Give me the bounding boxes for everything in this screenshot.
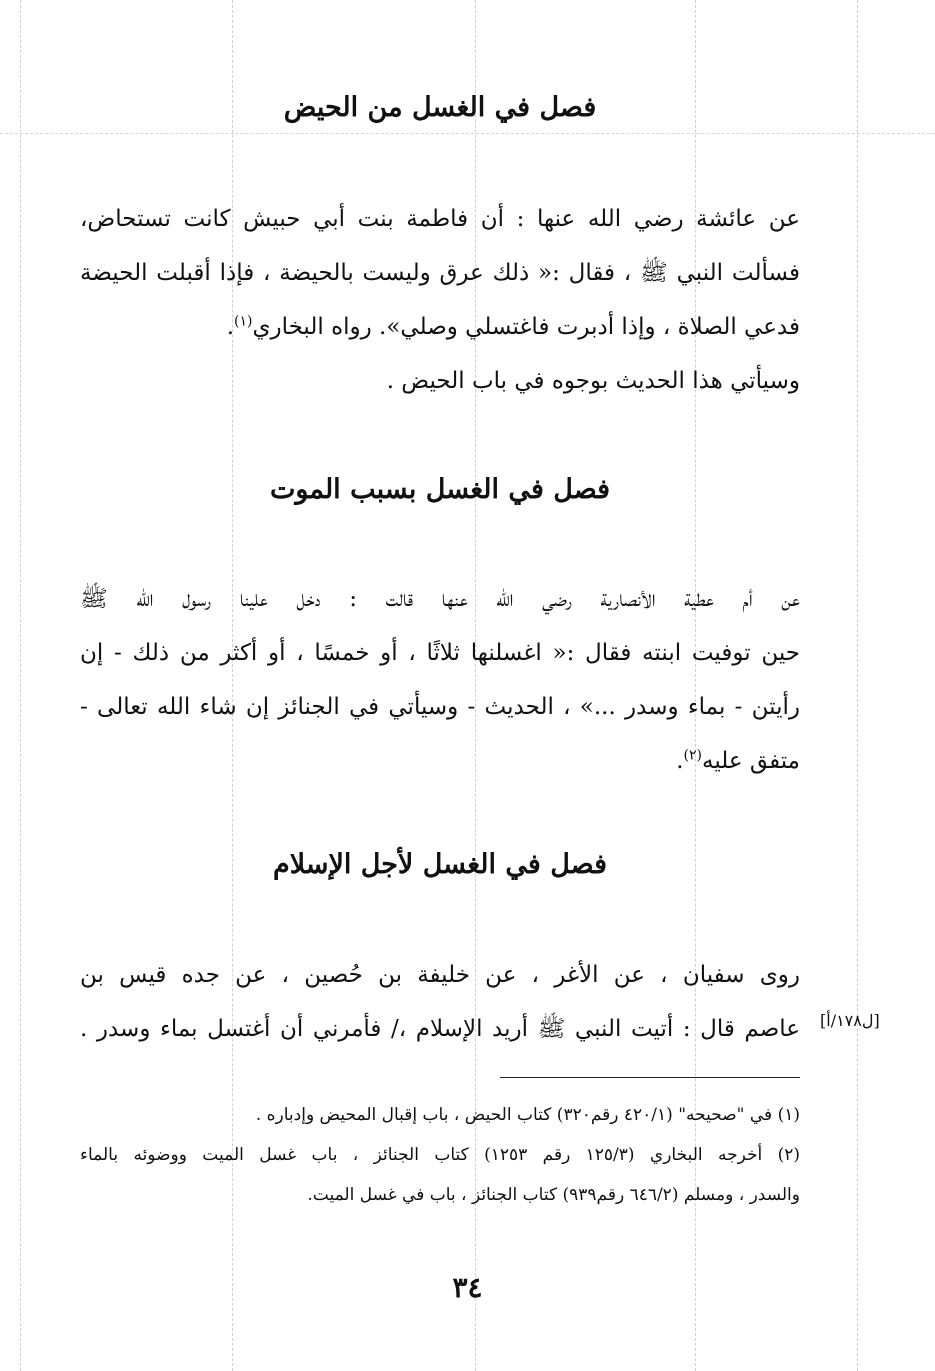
- text-line: رأيتن - بماء وسدر ...» ، الحديث - وسيأتي في الجنائز إن شاء الله تعالى -: [80, 694, 800, 720]
- manuscript-folio-note: [ل١٧٨/أ]: [820, 1011, 880, 1030]
- text-line: عن أم عطية الأنصارية رضي الله عنها قالت : دخل علينا رسول الله ﷺ: [80, 586, 800, 612]
- guide-line: [20, 0, 21, 1371]
- footnotes: [80, 1095, 800, 1215]
- page-number: ٣٤: [452, 1271, 483, 1304]
- text-line: فدعي الصلاة ، وإذا أدبرت فاغتسلي وصلي». رواه البخاري$^{(١)}$.: [226, 313, 800, 340]
- text-line: عن عائشة رضي الله عنها : أن فاطمة بنت أبي حبيش كانت تستحاض،: [80, 206, 800, 232]
- section-heading: فصل في الغسل من الحيض: [283, 92, 597, 123]
- text-line: حين توفيت ابنته فقال :« اغسلنها ثلاثًا ، أو خمسًا ، أو أكثر من ذلك - إن: [80, 640, 800, 666]
- text-line-content: فدعي الصلاة ، وإذا أدبرت فاغتسلي وصلي». رواه البخاري: [252, 314, 800, 340]
- guide-line: [0, 133, 935, 134]
- paragraph: [80, 948, 800, 1056]
- paragraph: [80, 572, 800, 788]
- section-heading: فصل في الغسل بسبب الموت: [269, 474, 611, 505]
- section-heading: فصل في الغسل لأجل الإسلام: [273, 849, 607, 880]
- footnote: (٢) أخرجه البخاري (١٢٥/٣ رقم ١٢٥٣) كتاب الجنائز ، باب غسل الميت ووضوئه بالماء: [80, 1145, 801, 1165]
- text-line: وسيأتي هذا الحديث بوجوه في باب الحيض .: [386, 368, 800, 394]
- text-line: روى سفيان ، عن الأغر ، عن خليفة بن حُصين ، عن جده قيس بن: [80, 962, 800, 988]
- text-line: فسألت النبي ﷺ ، فقال :« ذلك عرق وليست بالحيضة ، فإذا أقبلت الحيضة: [80, 260, 800, 286]
- guide-line: [857, 0, 858, 1371]
- footnote-divider: [500, 1077, 800, 1078]
- text-line-content: متفق عليه: [702, 748, 800, 774]
- footnote: والسدر ، ومسلم (٦٤٦/٢ رقم٩٣٩) كتاب الجنائز ، باب في غسل الميت.: [307, 1185, 800, 1205]
- footnote-marker: (١): [234, 313, 253, 330]
- text-line: متفق عليه$^{(٢)}$.: [676, 747, 800, 774]
- text-line: عاصم قال : أتيت النبي ﷺ أريد الإسلام ،/ فأمرني أن أغتسل بماء وسدر .: [80, 1016, 800, 1042]
- footnote: (١) في "صحيحه" (٤٢٠/١ رقم٣٢٠) كتاب الحيض ، باب إقبال المحيض وإدباره .: [255, 1105, 800, 1125]
- paragraph: [80, 192, 800, 408]
- footnote-marker: (٢): [683, 747, 702, 764]
